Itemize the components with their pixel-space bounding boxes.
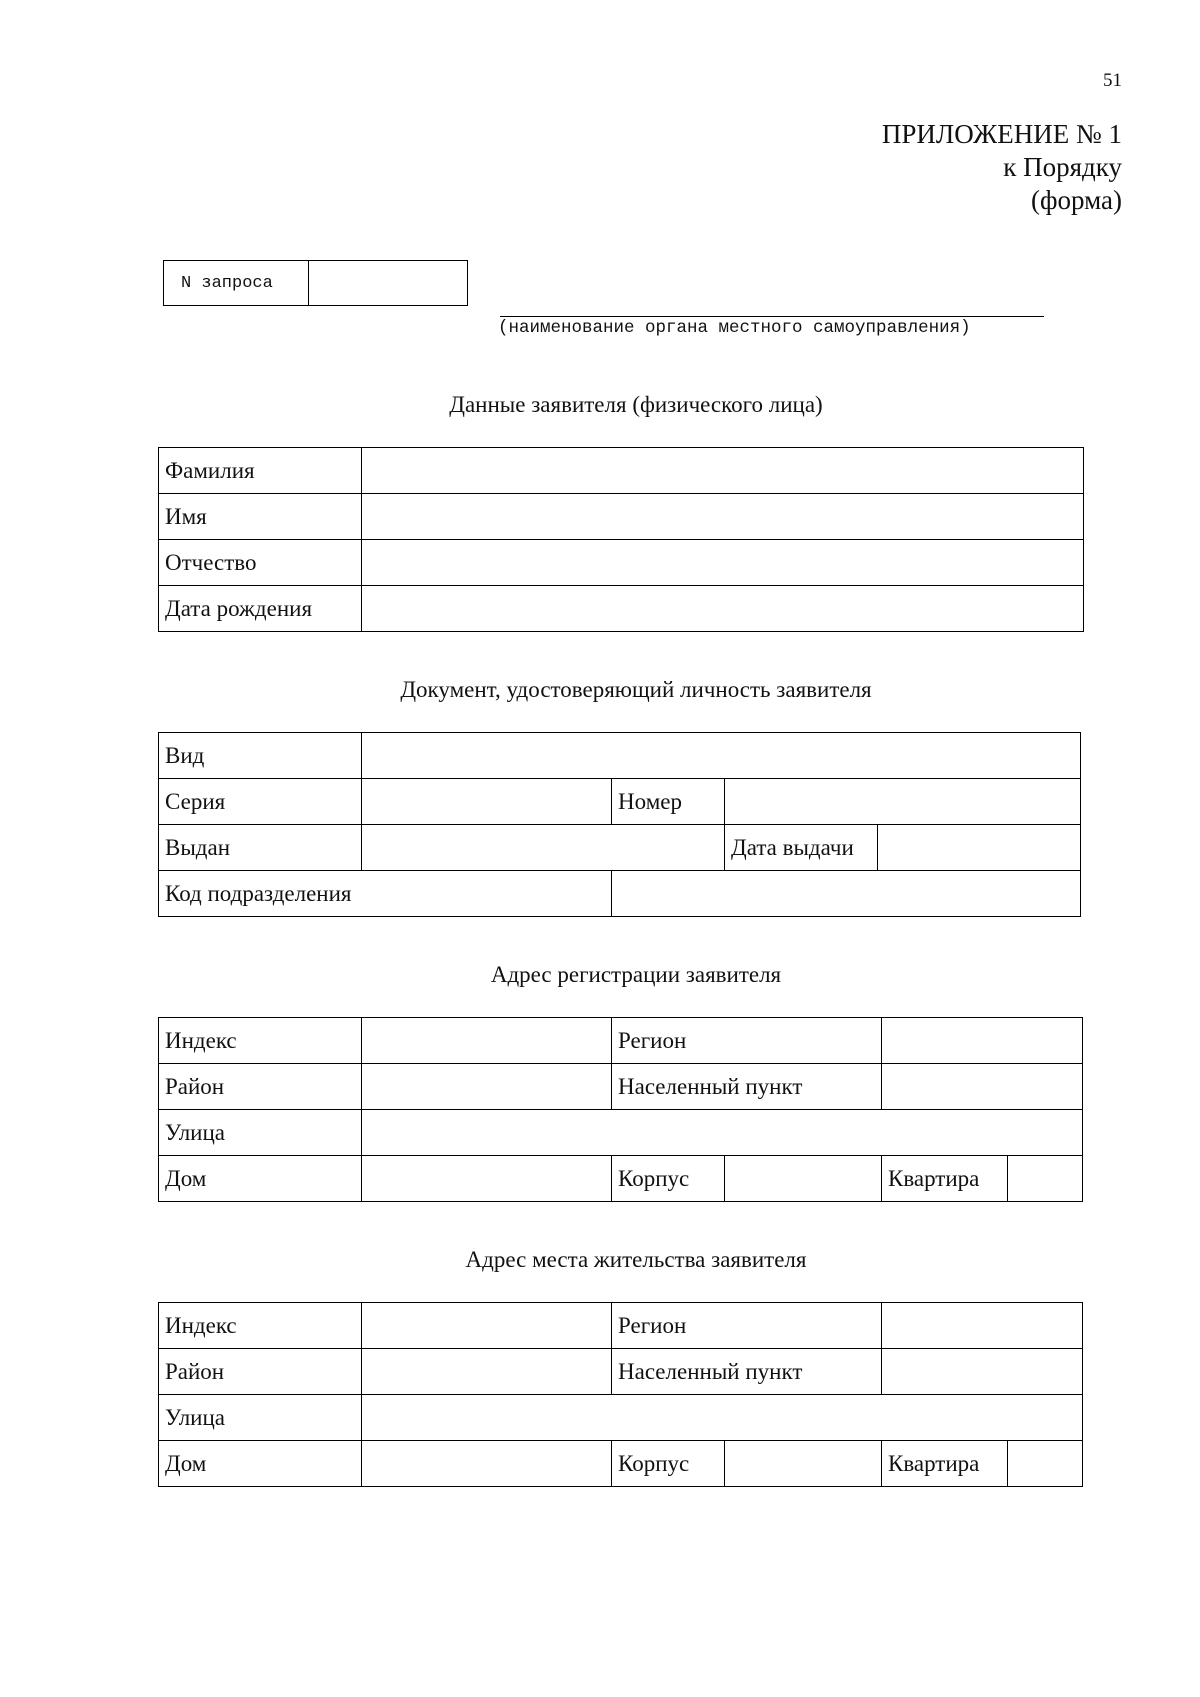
reg-street-field[interactable]: [362, 1110, 1083, 1156]
doc-series-field[interactable]: [362, 779, 612, 825]
res-building-field[interactable]: [725, 1441, 882, 1487]
res-locality-label: Населенный пункт: [612, 1349, 882, 1395]
appendix-title: ПРИЛОЖЕНИЕ № 1: [881, 119, 1122, 149]
org-name-line[interactable]: [500, 316, 1044, 317]
reg-index-field[interactable]: [362, 1018, 612, 1064]
reg-apartment-label: Квартира: [882, 1156, 1008, 1202]
table-row: [159, 1110, 1083, 1156]
surname-field[interactable]: [362, 448, 1084, 494]
reg-house-label: Дом: [159, 1156, 362, 1202]
table-row: [159, 733, 1081, 779]
res-locality-field[interactable]: [882, 1349, 1083, 1395]
registration-address-section-title: Адрес регистрации заявителя: [490, 962, 782, 987]
identity-doc-table: [158, 732, 1081, 917]
res-region-field[interactable]: [882, 1303, 1083, 1349]
doc-type-label: Вид: [159, 733, 362, 779]
appendix-subtitle: к Порядку: [1003, 152, 1122, 182]
reg-building-label: Корпус: [612, 1156, 725, 1202]
doc-series-label: Серия: [159, 779, 362, 825]
res-district-label: Район: [159, 1349, 362, 1395]
reg-district-field[interactable]: [362, 1064, 612, 1110]
name-label: Имя: [159, 494, 362, 540]
birthdate-label: Дата рождения: [159, 586, 362, 632]
res-apartment-field[interactable]: [1008, 1441, 1083, 1487]
doc-issue-date-label: Дата выдачи: [725, 825, 878, 871]
reg-apartment-field[interactable]: [1008, 1156, 1083, 1202]
doc-issued-label: Выдан: [159, 825, 362, 871]
applicant-table: [158, 447, 1084, 632]
table-row: [159, 779, 1081, 825]
res-street-label: Улица: [159, 1395, 362, 1441]
table-row: [159, 494, 1084, 540]
doc-number-label: Номер: [612, 779, 725, 825]
identity-doc-section-title: Документ, удостоверяющий личность заявителя: [400, 677, 872, 702]
reg-building-field[interactable]: [725, 1156, 882, 1202]
patronymic-field[interactable]: [362, 540, 1084, 586]
doc-type-field[interactable]: [362, 733, 1081, 779]
residence-address-section-title: Адрес места жительства заявителя: [465, 1247, 807, 1272]
birthdate-field[interactable]: [362, 586, 1084, 632]
res-house-label: Дом: [159, 1441, 362, 1487]
reg-district-label: Район: [159, 1064, 362, 1110]
res-house-field[interactable]: [362, 1441, 612, 1487]
appendix-form-note: (форма): [1031, 185, 1122, 215]
table-row: [159, 1395, 1083, 1441]
applicant-section-title: Данные заявителя (физического лица): [449, 392, 823, 417]
res-index-field[interactable]: [362, 1303, 612, 1349]
reg-index-label: Индекс: [159, 1018, 362, 1064]
res-building-label: Корпус: [612, 1441, 725, 1487]
doc-division-code-field[interactable]: [612, 871, 1081, 917]
doc-issued-field[interactable]: [362, 825, 725, 871]
reg-locality-label: Населенный пункт: [612, 1064, 882, 1110]
doc-issue-date-field[interactable]: [878, 825, 1081, 871]
reg-street-label: Улица: [159, 1110, 362, 1156]
table-row: [159, 540, 1084, 586]
table-row: [159, 1441, 1083, 1487]
residence-address-table: [158, 1302, 1083, 1487]
reg-region-field[interactable]: [882, 1018, 1083, 1064]
table-row: [159, 825, 1081, 871]
res-region-label: Регион: [612, 1303, 882, 1349]
request-number-label: N запроса: [164, 261, 309, 305]
name-field[interactable]: [362, 494, 1084, 540]
surname-label: Фамилия: [159, 448, 362, 494]
res-district-field[interactable]: [362, 1349, 612, 1395]
page-number: 51: [1103, 70, 1122, 91]
table-row: [159, 1064, 1083, 1110]
res-street-field[interactable]: [362, 1395, 1083, 1441]
reg-locality-field[interactable]: [882, 1064, 1083, 1110]
table-row: [159, 1349, 1083, 1395]
reg-region-label: Регион: [612, 1018, 882, 1064]
res-index-label: Индекс: [159, 1303, 362, 1349]
patronymic-label: Отчество: [159, 540, 362, 586]
reg-house-field[interactable]: [362, 1156, 612, 1202]
table-row: [159, 1018, 1083, 1064]
request-number-box: [163, 260, 468, 306]
appendix-header: [882, 118, 1122, 217]
request-number-field[interactable]: [309, 261, 467, 305]
table-row: [159, 448, 1084, 494]
org-name-caption: (наименование органа местного самоуправления): [498, 318, 971, 338]
table-row: [159, 1303, 1083, 1349]
registration-address-table: [158, 1017, 1083, 1202]
doc-division-code-label: Код подразделения: [159, 871, 612, 917]
res-apartment-label: Квартира: [882, 1441, 1008, 1487]
doc-number-field[interactable]: [725, 779, 1081, 825]
table-row: [159, 1156, 1083, 1202]
table-row: [159, 871, 1081, 917]
table-row: [159, 586, 1084, 632]
